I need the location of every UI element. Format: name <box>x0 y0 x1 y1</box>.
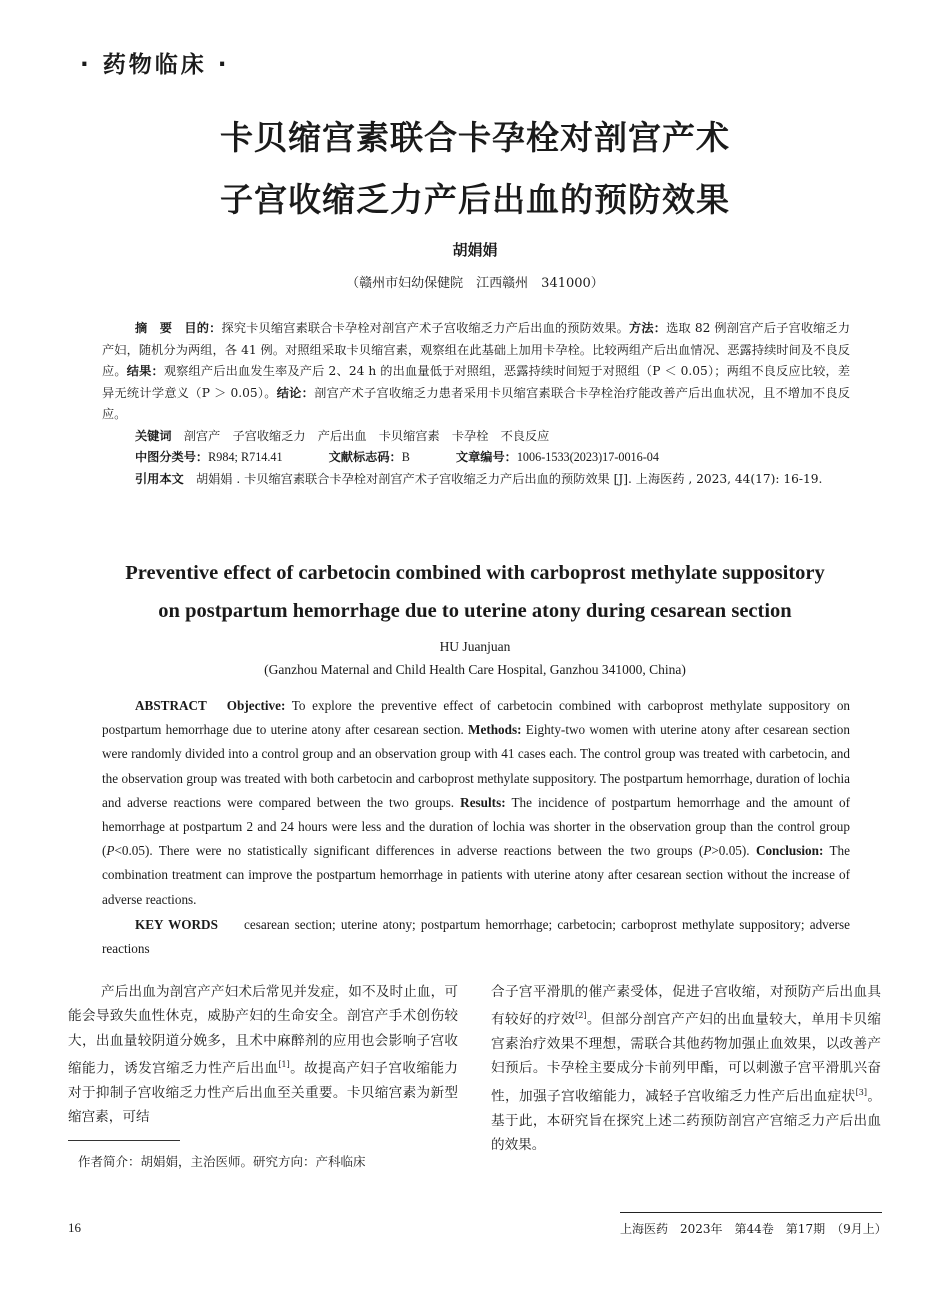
conclusion-en-text: The combination treatment can improve the postpartum hemorrhage in patients with uterine atony after cesarean section without the increase of adverse reactions. <box>102 843 850 907</box>
results-en-text-c: >0.05). <box>711 843 756 859</box>
author-cn: 胡娟娟 <box>452 241 498 259</box>
journal-info: 上海医药 2023年 第44卷 第17期 （9月上） <box>620 1222 887 1236</box>
keywords-cn-line <box>102 426 850 448</box>
methods-en-label: Methods: <box>468 722 522 738</box>
ref-3: [3] <box>855 1087 867 1097</box>
abstract-en-label: ABSTRACT <box>135 698 207 713</box>
article-no-label: 文章编号： <box>455 450 517 464</box>
article-no-value: 1006-1533(2023)17-0016-04 <box>516 450 659 464</box>
doc-code-value: B <box>401 450 410 464</box>
keywords-cn-text: 剖宫产 子宫收缩乏力 产后出血 卡贝缩宫素 卡孕栓 不良反应 <box>183 428 550 443</box>
author-en: HU Juanjuan <box>439 639 511 654</box>
keywords-en-text: cesarean section; uterine atony; postpartum hemorrhage; carbetocin; carboprost methylate suppository; adverse reactions <box>102 916 850 957</box>
abstract-cn-paragraph <box>102 318 850 426</box>
affiliation-en: (Ganzhou Maternal and Child Health Care Hospital, Ganzhou 341000, China) <box>264 662 686 677</box>
clc-label: 中图分类号： <box>135 450 209 464</box>
body-right-text-c: 。基于此，本研究旨在探究上述二药预防剖宫产宫缩乏力产后出血的效果。 <box>491 1088 882 1153</box>
methods-cn-label: 方法： <box>629 321 667 335</box>
body-left-text-a: 产后出血为剖宫产产妇术后常见并发症，如不及时止血，可能会导致失血性休克，威胁产妇的生命安全。剖宫产手术创伤较大，出血量较阴道分娩多，且术中麻醉剂的应用也会影响子宫收缩能力，诱发宫缩乏力性产后出血 <box>68 984 458 1077</box>
objective-cn-text: 探究卡贝缩宫素联合卡孕栓对剖宫产术子宫收缩乏力产后出血的预防效果。 <box>221 321 630 335</box>
conclusion-cn-text: 剖宫产术子宫收缩乏力患者采用卡贝缩宫素联合卡孕栓治疗能改善产后出血状况，且不增加不良反应。 <box>102 385 850 421</box>
keywords-en-line <box>102 913 850 961</box>
abstract-cn <box>102 318 850 490</box>
results-en-p1: P <box>106 843 115 859</box>
citation-line <box>102 469 850 491</box>
conclusion-cn-label: 结论： <box>276 385 315 400</box>
results-cn-text: 观察组产后出血发生率及产后 2、24 h 的出血量低于对照组，恶露持续时间短于对照组（P ＜ 0.05）；两组不良反应比较，差异无统计学意义（P ＞ 0.05）。 <box>102 364 851 400</box>
page-number: 16 <box>68 1220 81 1235</box>
affiliation-cn: （赣州市妇幼保健院 江西赣州 341000） <box>346 276 604 291</box>
results-en-label: Results: <box>460 794 506 810</box>
objective-en-text: To explore the preventive effect of carbetocin combined with carboprost methylate suppository on postpartum hemorrhage due to uterine atony after cesarean section. <box>102 698 851 738</box>
ref-1: [1] <box>278 1059 290 1069</box>
abstract-en-paragraph <box>102 694 850 912</box>
keywords-en-label: KEY WORDS <box>135 916 218 932</box>
footnote-divider <box>68 1140 180 1141</box>
title-cn-line1: 卡贝缩宫素联合卡孕栓对剖宫产术 <box>220 118 730 157</box>
conclusion-en-label: Conclusion: <box>755 843 824 859</box>
body-column-left <box>68 980 458 1129</box>
abstract-en <box>102 694 850 961</box>
ref-2: [2] <box>575 1011 587 1021</box>
classification-line <box>102 447 850 469</box>
objective-en-label: Objective: <box>226 698 286 713</box>
abstract-cn-label: 摘 要 <box>135 321 173 335</box>
keywords-cn-label: 关键词 <box>135 428 172 443</box>
results-en-text-b: <0.05). There were no statistically significant differences in adverse reactions between the two groups ( <box>114 843 704 859</box>
cite-label: 引用本文 <box>135 471 184 486</box>
doc-code-label: 文献标志码： <box>328 450 402 464</box>
results-cn-label: 结果： <box>126 364 164 378</box>
cite-text: 胡娟娟 . 卡贝缩宫素联合卡孕栓对剖宫产术子宫收缩乏力产后出血的预防效果 [J]. 上海医药 , 2023, 44(17): 16-19. <box>195 471 823 486</box>
title-en-line2: on postpartum hemorrhage due to uterine atony during cesarean section <box>158 600 792 622</box>
body-left-text-b: 。故提高产妇子宫收缩能力对于抑制子宫收缩乏力性产后出血至关重要。卡贝缩宫素为新型缩宫素，可结 <box>68 1060 459 1126</box>
footer-divider <box>620 1212 882 1213</box>
results-en-p2: P <box>703 843 712 859</box>
methods-cn-text: 选取 82 例剖宫产后子宫收缩乏力产妇，随机分为两组，各 41 例。对照组采取卡贝缩宫素，观察组在此基础上加用卡孕栓。比较两组产后出血情况、恶露持续时间及不良反应。 <box>102 321 851 378</box>
author-footnote: 作者简介：胡娟娟，主治医师。研究方向：产科临床 <box>78 1154 366 1169</box>
clc-value: R984; R714.41 <box>208 450 283 464</box>
section-label: · 药物临床 · <box>80 52 230 78</box>
body-column-right <box>491 980 881 1157</box>
title-cn-line2: 子宫收缩乏力产后出血的预防效果 <box>220 180 730 219</box>
methods-en-text: Eighty-two women with uterine atony after cesarean section were randomly divided into a control group and an observation group with 41 cases each. The control group was treated with carbetocin, and the observation group was treated with both carbetocin and carboprost methylate suppository. The postpartum hemorrhage, duration of lochia and adverse reactions were compared between the two groups. <box>102 722 850 810</box>
body-paragraph-left <box>68 980 458 1129</box>
objective-cn-label: 目的： <box>184 321 222 335</box>
results-en-text-a: The incidence of postpartum hemorrhage and the amount of hemorrhage at postpartum 2 and 24 hours were less and the duration of lochia was shorter in the observation group than the control group ( <box>102 794 851 859</box>
body-right-text-b: 。但部分剖宫产产妇的出血量较大，单用卡贝缩宫素治疗效果不理想，需联合其他药物加强止血效果，以改善产妇预后。卡孕栓主要成分卡前列甲酯，可以刺激子宫平滑肌兴奋性，加强子宫收缩能力，减轻子宫收缩乏力性产后出血症状 <box>491 1011 882 1105</box>
title-en-line1: Preventive effect of carbetocin combined with carboprost methylate suppository <box>125 562 825 584</box>
body-paragraph-right <box>491 980 881 1157</box>
body-right-text-a: 合子宫平滑肌的催产素受体，促进子宫收缩，对预防产后出血具有较好的疗效 <box>491 984 881 1028</box>
